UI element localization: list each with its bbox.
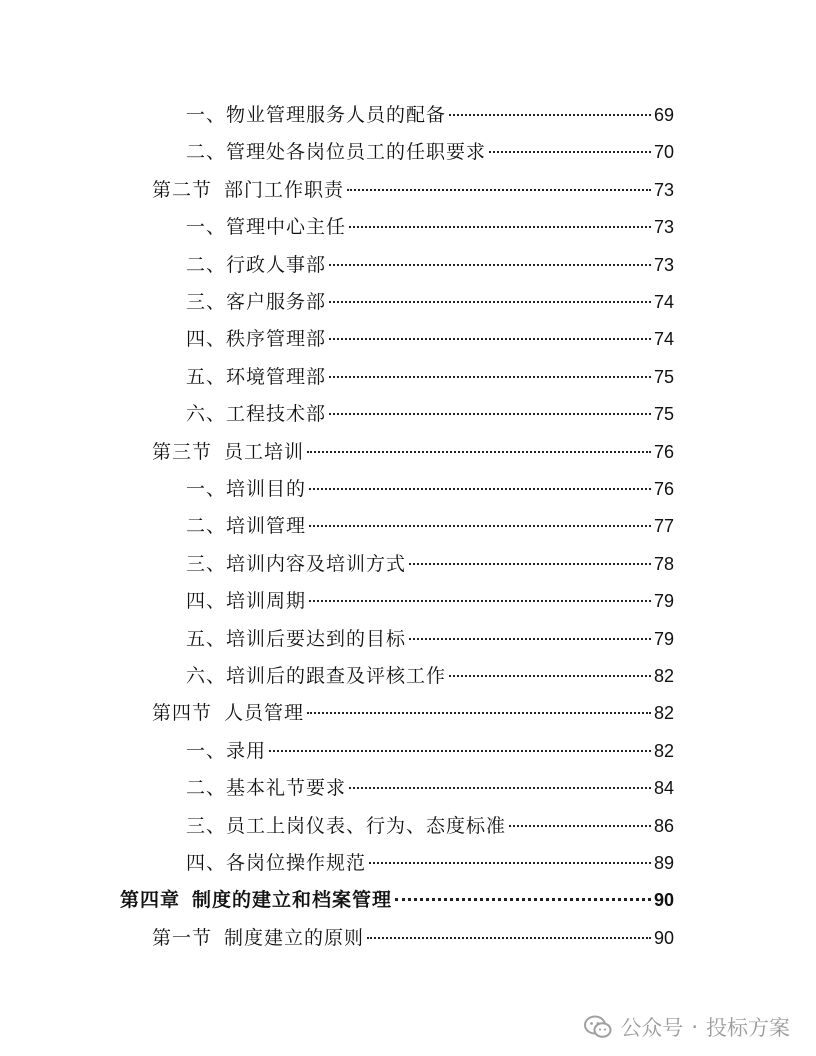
toc-entry-page-number: 69 [653,105,674,125]
toc-entry-page-number: 75 [653,366,674,387]
toc-entry-page-number: 90 [653,927,674,948]
toc-dot-leader [309,600,651,602]
toc-dot-leader [329,376,651,378]
toc-entry-prefix: 第四节 [152,702,213,725]
toc-dot-leader [489,151,651,153]
toc-entry-prefix: 二、 [186,515,227,538]
toc-entry-page-number: 77 [653,516,674,537]
toc-entry [152,698,674,728]
toc-entry-prefix: 四、 [186,328,227,351]
wechat-icon [584,1015,612,1039]
toc-entry-page-number: 76 [653,479,674,499]
toc-entry [152,437,674,467]
toc-entry [186,624,674,654]
toc-entry-title: 培训管理 [226,515,307,538]
toc-entry [186,137,674,167]
toc-entry-prefix: 第四章 [120,889,181,912]
toc-dot-leader [449,114,651,116]
toc-entry-title: 物业管理服务人员的配备 [226,104,447,126]
toc-entry [186,362,674,392]
toc-entry-prefix: 一、 [186,104,227,126]
toc-entry-title: 各岗位操作规范 [226,852,367,874]
toc-entry-title: 人员管理 [224,702,305,725]
watermark-source: 公众号 [620,1016,684,1040]
toc-entry-page-number: 79 [653,628,674,649]
toc-entry-title: 员工上岗仪表、行为、态度标准 [226,814,507,837]
toc-entry-title: 管理处各岗位员工的任职要求 [226,141,487,164]
toc-entry [120,885,674,915]
toc-entry-title: 培训后的跟查及评核工作 [226,665,447,687]
toc-entry-page-number: 73 [653,217,674,238]
toc-entry-title: 培训周期 [226,590,307,613]
toc-entry-page-number: 78 [653,553,674,574]
toc-entry-prefix: 二、 [186,253,227,276]
toc-entry-title: 培训后要达到的目标 [226,627,407,650]
toc-entry-title: 行政人事部 [226,253,327,276]
toc-entry-prefix: 二、 [186,141,227,164]
toc-entry-title: 基本礼节要求 [226,777,347,800]
toc-entry-page-number: 84 [653,778,674,799]
toc-entry-title: 部门工作职责 [224,178,345,201]
toc-entry [186,661,674,691]
toc-entry-prefix: 第三节 [152,440,213,463]
toc-entry-prefix: 四、 [186,590,227,613]
toc-entry [186,324,674,354]
toc-entry-page-number: 82 [653,666,674,686]
toc-dot-leader [349,787,651,789]
toc-entry-title: 工程技术部 [226,403,327,426]
toc-entry [186,100,674,130]
toc-entry-title: 培训内容及培训方式 [226,552,407,575]
toc-entry-title: 录用 [226,739,267,762]
toc-entry-prefix: 三、 [186,552,227,575]
toc-dot-leader [269,750,651,752]
toc-entry-prefix: 一、 [186,478,227,500]
toc-entry-page-number: 74 [653,329,674,350]
toc-entry-title: 员工培训 [224,440,305,463]
toc-entry-title: 制度建立的原则 [224,926,365,949]
toc-entry-page-number: 75 [653,404,674,425]
toc-entry-prefix: 一、 [186,216,227,239]
toc-entry-title: 管理中心主任 [226,216,347,239]
toc-entry [186,250,674,280]
toc-dot-leader [329,301,651,303]
toc-entry-prefix: 六、 [186,403,227,426]
toc-entry-prefix: 第二节 [152,178,213,201]
toc-dot-leader [449,675,651,677]
toc-entry-page-number: 82 [653,703,674,724]
toc-entry-prefix: 三、 [186,814,227,837]
toc-entry [186,848,674,878]
toc-entry [186,212,674,242]
toc-entry-page-number: 74 [653,292,674,312]
toc-dot-leader [329,338,651,340]
toc-entry [152,175,674,205]
toc-entry-prefix: 六、 [186,665,227,687]
toc-entry-prefix: 一、 [186,739,227,762]
toc-entry-page-number: 90 [653,890,674,911]
toc-dot-leader [349,226,651,228]
toc-entry-prefix: 四、 [186,852,227,874]
toc-entry-prefix: 五、 [186,627,227,650]
toc-entry-page-number: 73 [653,254,674,275]
toc-entry-title: 客户服务部 [226,291,327,313]
toc-dot-leader [395,898,651,901]
toc-entry [186,773,674,803]
toc-entry-page-number: 73 [653,179,674,200]
toc-dot-leader [509,825,651,827]
toc-dot-leader [329,264,651,266]
toc-entry [186,811,674,841]
toc-entry [186,549,674,579]
toc-entry [186,287,674,317]
toc-dot-leader [329,413,651,415]
toc-dot-leader [367,937,651,939]
toc-entry-page-number: 70 [653,142,674,163]
toc-dot-leader [409,638,651,640]
toc-dot-leader [307,712,651,714]
watermark [584,1012,790,1042]
toc-entry-page-number: 89 [653,853,674,873]
toc-entry-title: 培训目的 [226,478,307,500]
toc-entry-title: 制度的建立和档案管理 [192,889,393,912]
watermark-separator: · [691,1015,698,1039]
toc-entry [152,923,674,953]
toc-entry-page-number: 79 [653,591,674,612]
toc-entry [186,474,674,504]
toc-entry-title: 环境管理部 [226,365,327,388]
toc-entry [186,399,674,429]
toc-entry-prefix: 第一节 [152,926,213,949]
watermark-name: 投标方案 [706,1016,790,1040]
toc-entry-page-number: 82 [653,740,674,761]
toc-entry-prefix: 三、 [186,291,227,313]
toc-entry-page-number: 86 [653,815,674,836]
toc-dot-leader [369,862,651,864]
toc-entry-prefix: 二、 [186,777,227,800]
toc-dot-leader [309,488,651,490]
toc-entry-page-number: 76 [653,441,674,462]
toc-entry [186,736,674,766]
toc-entry-prefix: 五、 [186,365,227,388]
toc-entry [186,586,674,616]
toc-entry [186,511,674,541]
toc-entry-title: 秩序管理部 [226,328,327,351]
toc-dot-leader [347,189,651,191]
toc-dot-leader [307,451,651,453]
toc-dot-leader [309,525,651,527]
toc-dot-leader [409,563,651,565]
